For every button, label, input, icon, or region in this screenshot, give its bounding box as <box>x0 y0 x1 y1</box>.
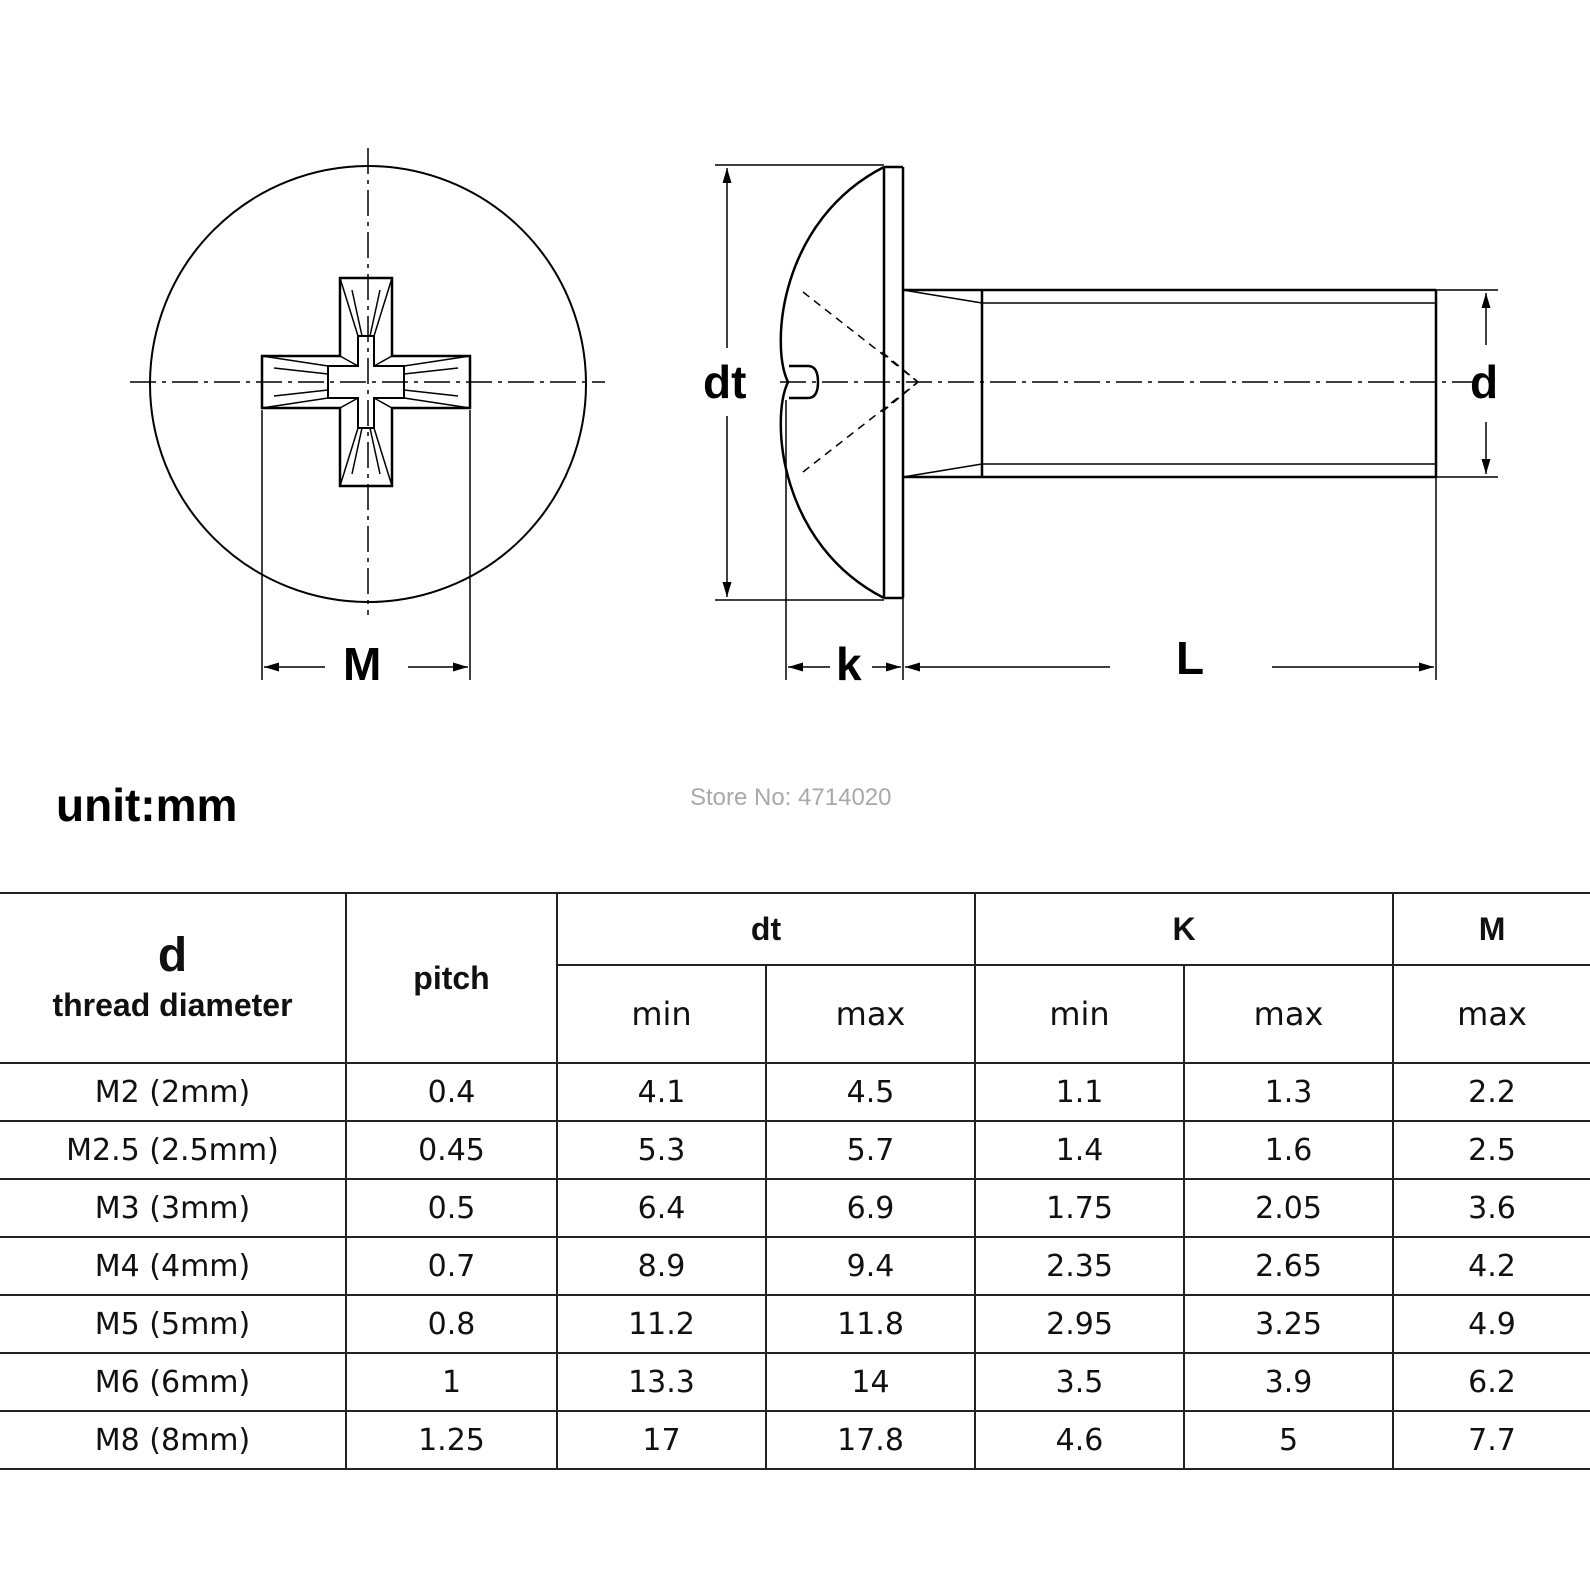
cell-k-max: 5 <box>1184 1411 1393 1469</box>
cell-k-max: 2.05 <box>1184 1179 1393 1237</box>
cell-k-max: 1.3 <box>1184 1063 1393 1121</box>
subheader-dt-min: min <box>557 965 766 1063</box>
table-row <box>0 1237 1590 1295</box>
header-m: M <box>1393 893 1590 965</box>
cell-dt-min: 4.1 <box>557 1063 766 1121</box>
cell-m-max: 2.2 <box>1393 1063 1590 1121</box>
table-row <box>0 1295 1590 1353</box>
cell-thread-size: M3 (3mm) <box>0 1179 346 1237</box>
cell-dt-min: 17 <box>557 1411 766 1469</box>
cell-k-min: 4.6 <box>975 1411 1184 1469</box>
cell-thread-size: M8 (8mm) <box>0 1411 346 1469</box>
table-row <box>0 1121 1590 1179</box>
cell-m-max: 7.7 <box>1393 1411 1590 1469</box>
dimension-label-l: L <box>1176 632 1205 684</box>
cell-thread-size: M6 (6mm) <box>0 1353 346 1411</box>
cell-thread-size: M2.5 (2.5mm) <box>0 1121 346 1179</box>
cell-pitch: 0.8 <box>346 1295 557 1353</box>
cell-m-max: 6.2 <box>1393 1353 1590 1411</box>
cell-k-min: 1.4 <box>975 1121 1184 1179</box>
header-thread-diameter <box>0 893 346 1063</box>
table-header-row <box>0 893 1590 965</box>
cell-pitch: 0.7 <box>346 1237 557 1295</box>
cell-dt-min: 13.3 <box>557 1353 766 1411</box>
subheader-m-max: max <box>1393 965 1590 1063</box>
cell-k-max: 3.9 <box>1184 1353 1393 1411</box>
dimension-label-d: d <box>1470 356 1499 408</box>
cell-dt-max: 5.7 <box>766 1121 975 1179</box>
cell-k-min: 3.5 <box>975 1353 1184 1411</box>
store-number-watermark: Store No: 4714020 <box>690 784 892 811</box>
cell-k-max: 2.65 <box>1184 1237 1393 1295</box>
cell-dt-min: 5.3 <box>557 1121 766 1179</box>
cell-m-max: 2.5 <box>1393 1121 1590 1179</box>
cell-k-max: 1.6 <box>1184 1121 1393 1179</box>
cell-k-min: 2.95 <box>975 1295 1184 1353</box>
cell-thread-size: M4 (4mm) <box>0 1237 346 1295</box>
cell-pitch: 1.25 <box>346 1411 557 1469</box>
cell-dt-max: 9.4 <box>766 1237 975 1295</box>
subheader-k-max: max <box>1184 965 1393 1063</box>
cell-dt-max: 6.9 <box>766 1179 975 1237</box>
cell-dt-max: 4.5 <box>766 1063 975 1121</box>
header-d-description: thread diameter <box>52 987 293 1023</box>
thread-runout-top <box>903 290 982 303</box>
header-dt: dt <box>557 893 975 965</box>
cell-thread-size: M2 (2mm) <box>0 1063 346 1121</box>
cell-dt-max: 11.8 <box>766 1295 975 1353</box>
table-row <box>0 1063 1590 1121</box>
cell-k-min: 1.1 <box>975 1063 1184 1121</box>
subheader-k-min: min <box>975 965 1184 1063</box>
cell-dt-min: 6.4 <box>557 1179 766 1237</box>
subheader-dt-max: max <box>766 965 975 1063</box>
cell-m-max: 4.9 <box>1393 1295 1590 1353</box>
header-d-symbol: d <box>157 929 188 982</box>
header-pitch: pitch <box>346 893 557 1063</box>
screw-head-top-view <box>130 148 605 680</box>
cell-dt-max: 14 <box>766 1353 975 1411</box>
dimension-label-k: k <box>836 638 862 690</box>
dimension-spec-table <box>0 892 1590 1470</box>
cell-dt-min: 11.2 <box>557 1295 766 1353</box>
cell-k-min: 1.75 <box>975 1179 1184 1237</box>
recess-hidden-lines <box>803 292 918 472</box>
cell-m-max: 4.2 <box>1393 1237 1590 1295</box>
cell-dt-max: 17.8 <box>766 1411 975 1469</box>
thread-runout-bottom <box>903 464 982 477</box>
cell-pitch: 1 <box>346 1353 557 1411</box>
screw-technical-drawing <box>0 0 1590 760</box>
table-row <box>0 1353 1590 1411</box>
dimension-label-dt: dt <box>703 356 747 408</box>
cell-m-max: 3.6 <box>1393 1179 1590 1237</box>
dimension-label-m: M <box>343 638 382 690</box>
table-row <box>0 1411 1590 1469</box>
cell-k-min: 2.35 <box>975 1237 1184 1295</box>
cell-pitch: 0.45 <box>346 1121 557 1179</box>
table-row <box>0 1179 1590 1237</box>
header-k: K <box>975 893 1393 965</box>
screw-side-view <box>715 165 1498 680</box>
cell-pitch: 0.4 <box>346 1063 557 1121</box>
cell-k-max: 3.25 <box>1184 1295 1393 1353</box>
cell-thread-size: M5 (5mm) <box>0 1295 346 1353</box>
cell-dt-min: 8.9 <box>557 1237 766 1295</box>
cell-pitch: 0.5 <box>346 1179 557 1237</box>
unit-label: unit:mm <box>56 779 238 831</box>
